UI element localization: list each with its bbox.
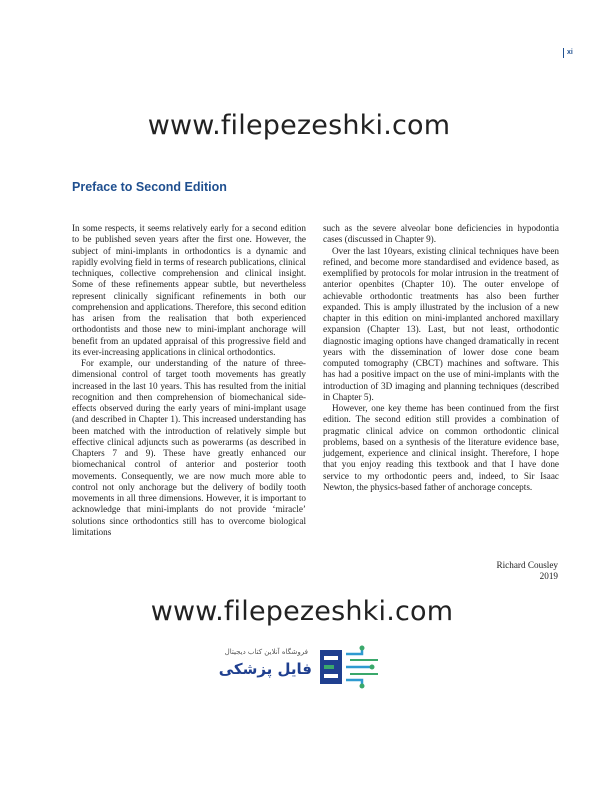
paragraph: Over the last 10years, existing clinical techniques have been refined, and become more standardised and evidence based, as exemplified by protocols for molar intrusion in the treatment of anterior openbites (Chapter 10). The outer envelope of achievable orthodontic treatments has also been further expanded. This is amply illustrated by the inclusion of a new chapter in this edition on mini-implanted anchored maxillary expansion (Chapter 13). Last, but not least, orthodontic diagnostic imaging options have changed dramatically in recent years with the dissemination of lower dose cone beam computed tomography (CBCT) machines and software. This has had a positive impact on the use of mini-implants with the introduction of 3D imaging and planning techniques (described in Chapter 5). [323, 245, 559, 402]
author-name: Richard Cousley [496, 560, 558, 570]
section-heading: Preface to Second Edition [72, 180, 227, 194]
paragraph: For example, our understanding of the nature of three-dimensional control of target tooth movements has greatly increased in the last 10 years. This has resulted from the initial recognition and then comprehension of biomechanical side-effects observed during the early years of mini-implant usage (and described in Chapter 1). This increased understanding has been matched with the introduction of relatively simple but effective clinical adjuncts such as powerarms (as described in Chapters 7 and 9). These have greatly enhanced our biomechanical control of anterior and posterior tooth movements. Consequently, we are now much more able to control not only anchorage but the delivery of bodily tooth movements in all three dimensions. However, it is important to acknowledge that mini-implants do not provide ‘miracle’ solutions since orthodontics still has to overcome biological limitations [72, 358, 306, 537]
page-number: xi [563, 48, 573, 58]
logo-circuit-icon [318, 644, 390, 690]
signature [400, 560, 558, 583]
signature-year: 2019 [539, 571, 558, 582]
paragraph: However, one key theme has been continued from the first edition. The second edition still provides a combination of pragmatic clinical advice on common orthodontic clinical problems, based on a synthesis of the literature evidence base, judgement, experience and clinical insight. Therefore, I hope that you enjoy reading this textbook and that I have done service to my orthodontic peers and, indeed, to Sir Isaac Newton, the physics-based father of anchorage concepts. [323, 403, 559, 492]
paragraph: In some respects, it seems relatively early for a second edition to be published seven years after the first one. However, the subject of mini-implants in orthodontics is a dynamic and rapidly evolving field in terms of research publications, clinical techniques, collective comprehension and clinical insight. Some of these refinements appear subtle, but nevertheless represent clinically significant refinements in both our comprehension and applications. Therefore, this second edition has arisen from the realisation that both experienced orthodontists and those new to mini-implant anchorage will benefit from an updated appraisal of this progressive field and its ever-increasing applications in clinical orthodontics. [72, 223, 306, 357]
paragraph: such as the severe alveolar bone deficiencies in hypodontia cases (discussed in Chapter 9). [323, 223, 559, 245]
site-logo [212, 644, 392, 690]
right-column [323, 223, 559, 493]
logo-wordmark: فایل پزشکی [218, 660, 312, 678]
watermark-top: www.filepezeshki.com [147, 110, 451, 141]
left-column [72, 223, 306, 538]
watermark-bottom: www.filepezeshki.com [150, 596, 454, 627]
logo-tagline: فروشگاه آنلاین کتاب دیجیتال [224, 648, 308, 656]
